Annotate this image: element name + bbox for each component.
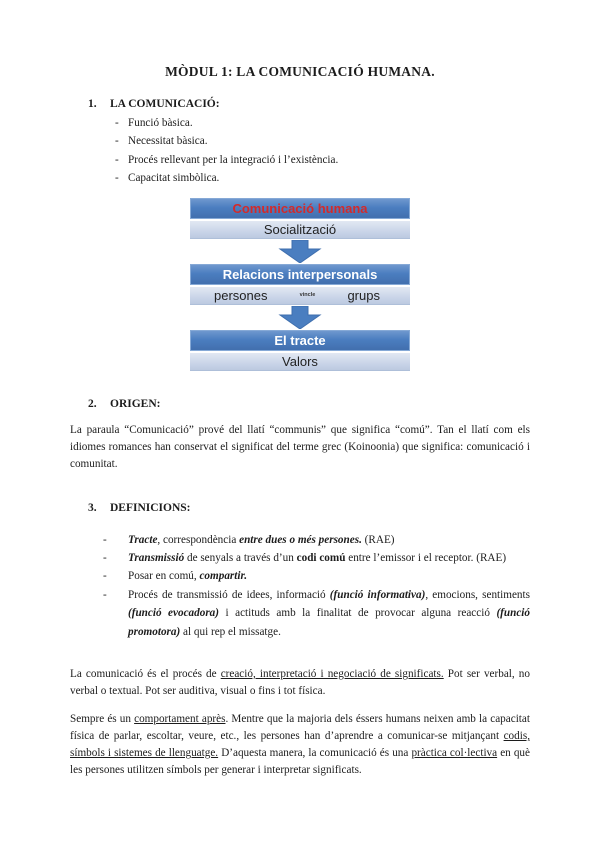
- down-arrow-icon: [278, 240, 322, 263]
- diagram-sub-text: Socialització: [263, 221, 337, 237]
- definition-item: [70, 549, 530, 567]
- definition-item: [70, 531, 530, 549]
- diagram-bar-comunicacio-humana: [190, 198, 410, 219]
- diagram-bar-socialitzacio: [190, 221, 410, 239]
- down-arrow-icon: [278, 306, 322, 329]
- diagram-sub-text: Valors: [282, 353, 318, 369]
- definition-text: Tracte, correspondència entre dues o més persones. (RAE): [128, 533, 395, 546]
- definition-text: Posar en comú, compartir.: [128, 570, 248, 583]
- diagram-arrow-row: [190, 240, 410, 263]
- dash-bullet: -: [115, 117, 119, 129]
- diagram-title-text: Comunicació humana: [232, 200, 368, 216]
- dash-bullet: -: [115, 153, 119, 166]
- list-item-text: Capacitat simbòlica.: [128, 172, 220, 185]
- dash-bullet: -: [115, 135, 119, 148]
- list-item: [70, 114, 530, 132]
- section-2-number: 2.: [88, 397, 97, 410]
- dash-bullet: -: [103, 551, 107, 564]
- diagram-box-communication: [190, 198, 410, 239]
- diagram-bar-relacions: [190, 264, 410, 285]
- dash-bullet: -: [103, 588, 107, 601]
- definitions-list: [70, 531, 530, 641]
- definition-text: Procés de transmissió de idees, informació (funció informativa), emocions, sentiments (funció evocadora) i actituds amb la finalitat de provocar alguna reacció (funció promotora) al qui rep el missatge.: [128, 588, 530, 638]
- list-item-text: Procés rellevant per la integració i l’existència.: [128, 153, 339, 166]
- document-body: [70, 97, 530, 780]
- section-2-heading: [70, 397, 530, 411]
- diagram-right-text: grups: [347, 287, 380, 303]
- diagram-box-relations: [190, 264, 410, 305]
- diagram-left-text: persones: [214, 287, 268, 303]
- diagram-box-tracte: [190, 330, 410, 371]
- definition-text: Transmissió de senyals a través d’un codi comú entre l’emissor i el receptor. (RAE): [128, 551, 507, 564]
- section-1-heading: [70, 97, 530, 111]
- section-1-title: LA COMUNICACIÓ:: [110, 98, 220, 110]
- section-3-number: 3.: [88, 501, 97, 514]
- list-item: [70, 132, 530, 150]
- list-item-text: Necessitat bàsica.: [128, 135, 208, 148]
- closing-paragraph-2: Sempre és un comportament après. Mentre que la majoria dels éssers humans neixen amb la capacitat física de parlar, escoltar, veure, etc., les persones han d’aprendre a comunicar-se mitjançant codis, símbols i sistemes de llenguatge. D’aquesta manera, la comunicació és una pràctica col·lectiva en què les persones utilitzen símbols per generar i interpretar significats.: [70, 712, 530, 777]
- dash-bullet: -: [103, 533, 107, 546]
- definition-item: [70, 586, 530, 641]
- list-item: [70, 169, 530, 187]
- list-item-text: Funció bàsica.: [128, 117, 193, 129]
- diagram-center-text: vincle: [299, 292, 316, 299]
- diagram-title-text: Relacions interpersonals: [222, 266, 378, 282]
- communication-feature-list: [70, 114, 530, 188]
- diagram-bar-el-tracte: [190, 330, 410, 351]
- section-2-title: ORIGEN:: [110, 397, 161, 410]
- list-item: [70, 151, 530, 169]
- section-3-heading: [70, 501, 530, 515]
- origin-paragraph: La paraula “Comunicació” prové del llatí “communis” que significa “comú”. Tan el llatí com els idiomes romances han conservat el significat del terme grec (Koinoonia) que significa: comunicació i comunitat.: [70, 423, 530, 471]
- dash-bullet: -: [115, 172, 119, 185]
- diagram-title-text: El tracte: [274, 332, 326, 348]
- diagram-bar-valors: [190, 353, 410, 371]
- dash-bullet: -: [103, 570, 107, 583]
- definition-item: [70, 567, 530, 585]
- closing-paragraph-1: La comunicació és el procés de creació, interpretació i negociació de significats. Pot ser verbal, no verbal o textual. Pot ser auditiva, visual o fins i tot física.: [70, 667, 530, 698]
- diagram-arrow-row: [190, 306, 410, 329]
- diagram-bar-persones-grups: [190, 287, 410, 305]
- document-title: MÒDUL 1: LA COMUNICACIÓ HUMANA.: [165, 64, 435, 79]
- section-1-number: 1.: [88, 98, 97, 110]
- section-3-title: DEFINICIONS:: [110, 501, 191, 514]
- communication-diagram: [190, 198, 410, 371]
